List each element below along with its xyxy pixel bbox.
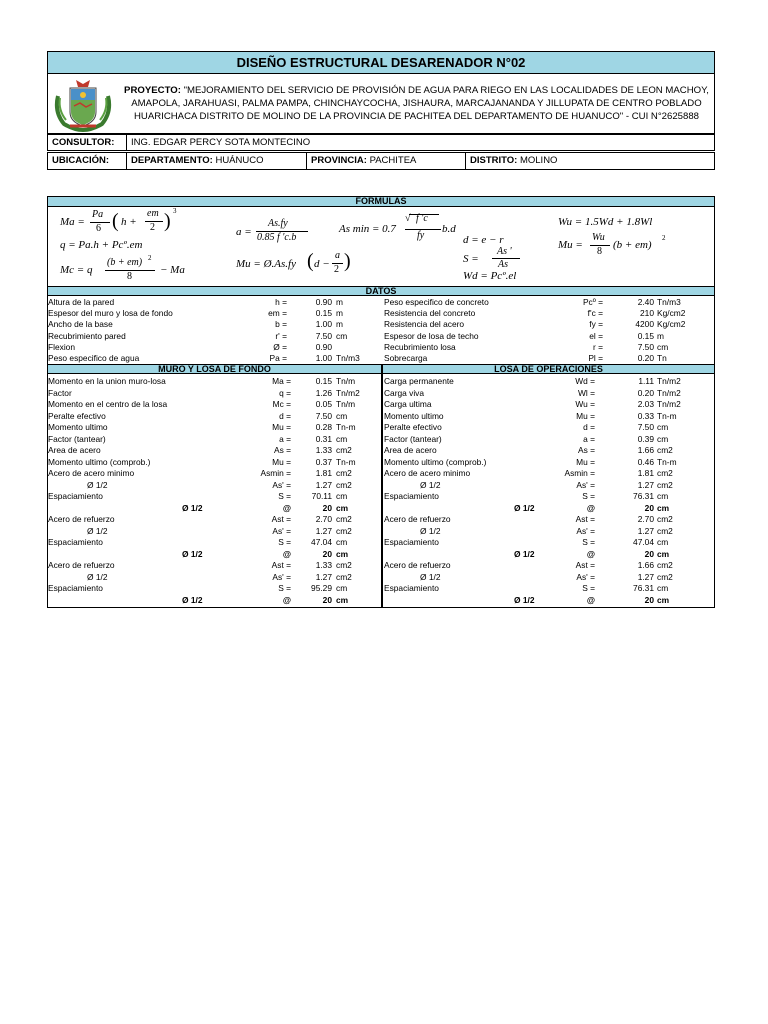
row-label: Ø 1/2: [182, 502, 203, 513]
row-symbol: S =: [582, 491, 595, 501]
row-label: Ø 1/2: [182, 594, 203, 605]
row-label: Ø 1/2: [87, 479, 108, 490]
row-value: 0.90: [315, 341, 332, 352]
consultor-value: ING. EDGAR PERCY SOTA MONTECINO: [126, 134, 715, 151]
formula-mu-losa: Mu =: [558, 239, 583, 251]
row-symbol: Wd =: [575, 376, 595, 386]
row-label: Carga ultima: [384, 399, 432, 409]
row-label: Momento ultimo: [384, 410, 444, 421]
row-label: Momento ultimo (comprob.): [48, 456, 151, 467]
row-unit: Tn-m: [657, 410, 677, 421]
row-label: Acero de refuerzo: [384, 560, 451, 570]
project-line-2: AMAPOLA, JARAHUASI, PALMA PAMPA, CHINCHAYCOCHA, JISHAURA, MARCAJANANDA Y JILLUPATA DE CENTRO POBLADO: [131, 98, 702, 109]
row-symbol: Pl =: [588, 353, 603, 363]
row-unit: cm: [657, 491, 669, 501]
row-label: Factor (tantear): [384, 433, 442, 444]
row-unit: cm2: [336, 514, 352, 524]
row-value: 7.50: [637, 422, 654, 432]
row-value: 1.27: [315, 479, 332, 490]
row-label: Acero de refuerzo: [48, 514, 115, 524]
row-symbol: As' =: [272, 571, 291, 582]
row-label: Acero de acero minimo: [384, 468, 471, 478]
formula-s: S =: [463, 253, 479, 265]
distrito-cell: DISTRITO: MOLINO: [465, 152, 715, 170]
row-unit: Tn/m2: [657, 376, 681, 386]
row-label: Ø 1/2: [182, 548, 203, 559]
row-symbol: S =: [582, 583, 595, 593]
row-symbol: Mc =: [272, 399, 291, 409]
row-unit: cm: [657, 341, 669, 352]
row-value: 76.31: [633, 491, 654, 501]
formula-mu-pared: Mu = Ø.As.fy: [236, 258, 296, 270]
row-unit: Tn/m: [336, 376, 356, 386]
row-symbol: a =: [583, 433, 595, 444]
regional-seal-icon: [50, 76, 116, 132]
formula-q: q = Pa.h + Pcº.em: [60, 239, 143, 251]
row-symbol: @: [282, 594, 291, 605]
row-value: 1.27: [315, 525, 332, 536]
row-symbol: @: [282, 548, 291, 559]
row-symbol: r =: [592, 341, 603, 352]
row-value: 47.04: [311, 537, 332, 547]
row-unit: cm2: [657, 514, 673, 524]
formula-wd: Wd = Pcº.el: [463, 270, 517, 282]
row-value: 0.31: [315, 433, 332, 444]
row-symbol: As' =: [576, 571, 595, 582]
row-label: Momento ultimo: [48, 422, 108, 432]
project-line-1: "MEJORAMIENTO DEL SERVICIO DE PROVISIÓN DE AGUA PARA RIEGO EN LAS LOCALIDADES DE LEON MACHOY,: [183, 85, 709, 96]
row-value: 0.46: [637, 456, 654, 467]
row-value: 1.00: [315, 319, 332, 330]
row-unit: Tn/m2: [657, 387, 681, 398]
formula-asmin: As min = 0.7: [339, 223, 396, 235]
row-symbol: @: [586, 502, 595, 513]
row-value: 70.11: [311, 491, 332, 501]
row-unit: Tn/m3: [336, 353, 360, 363]
row-value: 2.03: [637, 399, 654, 409]
row-unit: cm2: [336, 479, 352, 490]
row-unit: cm: [657, 422, 669, 432]
losa-title: LOSA DE OPERACIONES: [382, 364, 715, 374]
row-value: 20: [644, 548, 654, 559]
row-unit: cm: [336, 537, 348, 547]
row-unit: Kg/cm2: [657, 308, 686, 319]
ubicacion-label: UBICACIÓN:: [47, 152, 127, 170]
row-label: Carga permanente: [384, 376, 454, 386]
row-label: Resistencia del acero: [384, 319, 465, 330]
row-label: Ø 1/2: [420, 479, 441, 490]
row-value: 1.27: [637, 571, 654, 582]
row-symbol: fy =: [589, 319, 603, 330]
page-title: DISEÑO ESTRUCTURAL DESARENADOR N°02: [47, 51, 715, 74]
row-symbol: Ast =: [271, 514, 291, 524]
row-unit: cm2: [657, 468, 673, 478]
row-label: Momento en el centro de la losa: [48, 399, 168, 409]
row-value: 1.27: [637, 525, 654, 536]
row-label: Ø 1/2: [87, 525, 108, 536]
row-label: Recubrimiento pared: [48, 330, 126, 341]
row-symbol: S =: [582, 537, 595, 547]
row-label: Ø 1/2: [514, 502, 535, 513]
row-unit: Kg/cm2: [657, 319, 686, 330]
row-unit: cm: [336, 548, 349, 559]
row-symbol: el =: [589, 330, 603, 341]
row-unit: Tn: [657, 353, 667, 363]
row-value: 7.50: [637, 341, 654, 352]
row-unit: m: [336, 297, 343, 307]
row-value: 1.66: [637, 560, 654, 570]
row-unit: cm: [336, 594, 349, 605]
row-value: 0.20: [637, 353, 654, 363]
row-value: 1.81: [315, 468, 332, 478]
row-value: 95.29: [311, 583, 332, 593]
row-label: Recubrimiento losa: [384, 341, 456, 352]
row-value: 0.20: [637, 387, 654, 398]
row-unit: cm2: [657, 479, 673, 490]
row-symbol: As' =: [576, 525, 595, 536]
row-symbol: Ast =: [575, 560, 595, 570]
row-symbol: Mu =: [272, 456, 291, 467]
row-symbol: Pcº =: [582, 297, 603, 307]
row-unit: cm: [657, 583, 669, 593]
row-label: Ø 1/2: [514, 594, 535, 605]
datos-title: DATOS: [47, 286, 715, 296]
row-value: 1.26: [315, 387, 332, 398]
row-unit: Tn/m2: [657, 399, 681, 409]
row-symbol: @: [586, 594, 595, 605]
row-value: 1.33: [315, 445, 332, 455]
row-value: 2.40: [637, 297, 654, 307]
row-symbol: Ast =: [271, 560, 291, 570]
row-label: Momento en la union muro-losa: [48, 376, 166, 386]
row-label: Factor: [48, 387, 72, 398]
formula-a: a =: [236, 226, 252, 238]
row-label: Acero de refuerzo: [48, 560, 115, 570]
row-unit: cm: [657, 433, 669, 444]
row-value: 1.33: [315, 560, 332, 570]
row-symbol: r' =: [275, 330, 287, 341]
formulas-title: FORMULAS: [47, 196, 715, 207]
row-value: 210: [640, 308, 654, 319]
row-label: Peso especifico de concreto: [384, 297, 489, 307]
row-symbol: h =: [275, 297, 287, 307]
row-value: 76.31: [633, 583, 654, 593]
row-label: Ancho de la base: [48, 319, 113, 330]
row-unit: cm: [336, 491, 348, 501]
row-unit: cm2: [657, 560, 673, 570]
row-value: 20: [322, 548, 332, 559]
row-symbol: d =: [583, 422, 595, 432]
row-symbol: d =: [279, 410, 291, 421]
row-unit: m: [336, 319, 343, 330]
row-unit: cm2: [336, 445, 352, 455]
row-label: Ø 1/2: [420, 571, 441, 582]
row-label: Factor (tantear): [48, 433, 106, 444]
row-unit: cm2: [336, 525, 352, 536]
row-symbol: Ma =: [272, 376, 291, 386]
row-symbol: a =: [279, 433, 291, 444]
row-label: Peralte efectivo: [48, 410, 106, 421]
row-symbol: As' =: [272, 525, 291, 536]
row-label: Resistencia del concreto: [384, 308, 476, 319]
departamento-value: HUÁNUCO: [215, 155, 264, 166]
row-symbol: Mu =: [576, 456, 595, 467]
row-symbol: b =: [275, 319, 287, 330]
row-value: 7.50: [315, 410, 332, 421]
muro-title: MURO Y LOSA DE FONDO: [47, 364, 382, 374]
row-value: 20: [644, 502, 654, 513]
row-unit: cm2: [336, 560, 352, 570]
row-value: 1.27: [637, 479, 654, 490]
row-label: Acero de refuerzo: [384, 514, 451, 524]
row-unit: m: [336, 308, 343, 319]
row-symbol: Mu =: [272, 422, 291, 432]
row-label: Ø 1/2: [87, 571, 108, 582]
row-symbol: Asmin =: [260, 468, 291, 478]
row-unit: cm: [336, 583, 348, 593]
row-symbol: As' =: [576, 479, 595, 490]
row-label: Acero de acero minimo: [48, 468, 135, 478]
row-value: 1.66: [637, 445, 654, 455]
formula-ma: Ma =: [60, 216, 85, 228]
row-unit: cm: [657, 594, 670, 605]
row-unit: cm2: [657, 445, 673, 455]
row-unit: cm: [657, 548, 670, 559]
project-label: PROYECTO: [124, 85, 178, 96]
row-value: 1.00: [315, 353, 332, 363]
row-label: Area de acero: [384, 445, 437, 455]
row-symbol: Pa =: [269, 353, 287, 363]
project-line-3: HUARICHACA DISTRITO DE MOLINO DE LA PROVINCIA DE PACHITEA DEL DEPARTAMENTO DE HUANUCO" - CUI N°2625888: [133, 111, 700, 122]
row-unit: Tn/m: [336, 399, 356, 409]
row-symbol: Asmin =: [564, 468, 595, 478]
row-unit: cm2: [657, 571, 673, 582]
row-unit: cm: [657, 502, 670, 513]
row-value: 20: [644, 594, 654, 605]
row-unit: cm: [657, 537, 669, 547]
row-unit: cm2: [336, 468, 352, 478]
provincia-cell: PROVINCIA: PACHITEA: [306, 152, 466, 170]
row-symbol: f'c =: [587, 308, 603, 319]
row-unit: cm: [336, 502, 349, 513]
row-label: Carga viva: [384, 387, 425, 398]
row-value: 20: [322, 502, 332, 513]
row-label: Ø 1/2: [420, 525, 441, 536]
row-unit: m: [657, 330, 664, 341]
row-label: Espaciamiento: [384, 537, 439, 547]
row-symbol: Mu =: [576, 410, 595, 421]
row-symbol: Wl =: [578, 387, 595, 398]
formula-d: d = e − r: [463, 234, 504, 246]
row-label: Espaciamiento: [384, 583, 439, 593]
row-unit: cm: [336, 330, 348, 341]
row-value: 0.15: [315, 308, 332, 319]
row-value: 1.11: [638, 376, 654, 386]
row-value: 4200: [635, 319, 654, 330]
row-label: Espaciamiento: [48, 583, 103, 593]
row-value: 7.50: [315, 330, 332, 341]
row-symbol: q =: [279, 387, 291, 398]
row-unit: Tn/m2: [336, 387, 360, 398]
row-label: Momento ultimo (comprob.): [384, 456, 487, 467]
project-description: PROYECTO: "MEJORAMIENTO DEL SERVICIO DE PROVISIÓN DE AGUA PARA RIEGO EN LAS LOCALIDADES DE LEON MACHOY, AMAPOLA, JARAHUASI, PALMA PAMPA, CHINCHAYCOCHA, JISHAURA, MARCAJANANDA Y JILLUPATA DE CENTRO POBLADO HUARICHACA DISTRITO DE MOLINO DE LA PROVINCIA DE PACHITEA DEL DEPARTAMENTO DE HUANUCO" - CUI N°2625888: [120, 84, 713, 123]
row-value: 0.37: [315, 456, 332, 467]
row-value: 0.15: [315, 376, 332, 386]
row-symbol: Ast =: [575, 514, 595, 524]
row-label: Espaciamiento: [384, 491, 439, 501]
row-unit: Tn-m: [336, 456, 356, 467]
formula-mc: Mc = q: [60, 264, 93, 276]
row-value: 0.05: [315, 399, 332, 409]
row-value: 0.33: [637, 410, 654, 421]
distrito-value: MOLINO: [519, 155, 558, 166]
row-symbol: Ø =: [273, 341, 287, 352]
row-symbol: As =: [578, 445, 595, 455]
row-value: 0.15: [637, 330, 654, 341]
row-symbol: S =: [278, 491, 291, 501]
row-value: 0.28: [315, 422, 332, 432]
row-unit: cm2: [657, 525, 673, 536]
row-symbol: As =: [274, 445, 291, 455]
row-symbol: em =: [268, 308, 287, 319]
row-label: Peso especifico de agua: [48, 353, 140, 363]
row-value: 47.04: [633, 537, 654, 547]
row-symbol: @: [282, 502, 291, 513]
departamento-cell: DEPARTAMENTO: HUÁNUCO: [126, 152, 307, 170]
row-label: Altura de la pared: [48, 297, 115, 307]
row-label: Espaciamiento: [48, 491, 103, 501]
consultor-label: CONSULTOR:: [47, 134, 127, 151]
row-unit: Tn-m: [657, 456, 677, 467]
row-label: Espesor del muro y losa de fondo: [48, 308, 173, 319]
row-value: 0.90: [315, 297, 332, 307]
row-symbol: As' =: [272, 479, 291, 490]
row-label: Flexion: [48, 341, 75, 352]
row-label: Sobrecarga: [384, 353, 428, 363]
row-label: Peralte efectivo: [384, 422, 442, 432]
row-unit: cm: [336, 410, 348, 421]
row-label: Espaciamiento: [48, 537, 103, 547]
row-value: 20: [322, 594, 332, 605]
row-symbol: S =: [278, 583, 291, 593]
row-symbol: Wu =: [575, 399, 595, 409]
row-unit: cm2: [336, 571, 352, 582]
provincia-value: PACHITEA: [369, 155, 417, 166]
row-unit: Tn-m: [336, 422, 356, 432]
row-unit: Tn/m3: [657, 297, 681, 307]
formula-wu: Wu = 1.5Wd + 1.8Wl: [558, 216, 653, 228]
row-label: Area de acero: [48, 445, 101, 455]
row-unit: cm: [336, 433, 348, 444]
row-value: 1.27: [315, 571, 332, 582]
row-value: 0.39: [637, 433, 654, 444]
row-value: 2.70: [315, 514, 332, 524]
row-symbol: S =: [278, 537, 291, 547]
row-value: 1.81: [637, 468, 654, 478]
row-symbol: @: [586, 548, 595, 559]
row-value: 2.70: [637, 514, 654, 524]
row-label: Ø 1/2: [514, 548, 535, 559]
row-label: Espesor de losa de techo: [384, 330, 479, 341]
